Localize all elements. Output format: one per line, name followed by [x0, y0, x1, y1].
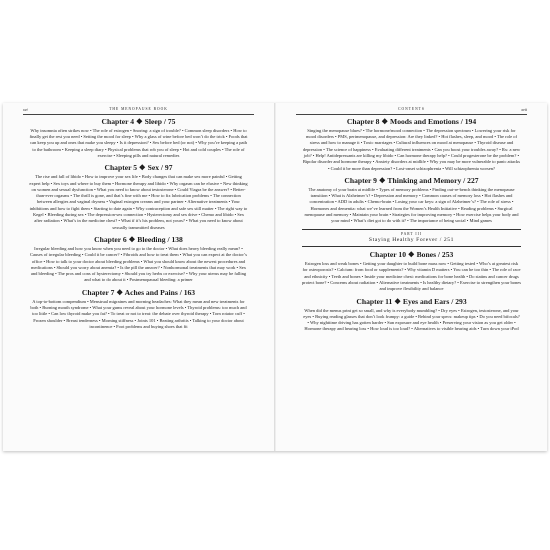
- left-page-number: xvi: [23, 107, 28, 112]
- chapter-topics: Irregular bleeding and how you know when you need to go to the doctor • What does heavy bleeding really mean? • Causes of irregular bleeding • Could it be cancer? • Fibroids and how to treat them • What you can expect at the doctor’s office • How to talk to your doctor about bleeding problems • What you should know about the newest procedures and medications • Should you worry about anemia? • Is the pill the answer? • Nonhormonal treatments that may work • Sex and bleeding • The pros and cons of hysterectomy • Should you try herbs or exercise? • Why your uterus may be falling and what to do about it • Postmenopausal bleeding: a primer: [29, 245, 248, 283]
- left-column: [29, 117, 248, 334]
- header-rule: [296, 114, 527, 115]
- chapter-topics: Estrogen loss and weak bones • Getting your daughter to build bone mass now • Getting tested • Who’s at greatest risk for osteoporosis? • Calcium: from food or supplements? • Why vitamin D matters • You can be too thin • The role of race and ethnicity • Teeth and bones • Inside your medicine chest: medications for bone health • Do statins and cancer drugs protect bone? • Concerns about radiation • Alternative treatments • Is healthy dietary? • Exercise to strengthen your bones and improve flexibility and balance: [302, 261, 521, 292]
- chapter-entry: [302, 176, 521, 225]
- chapter-heading: Chapter 8 ❖ Moods and Emotions / 194: [346, 117, 477, 126]
- chapter-heading: Chapter 11 ❖ Eyes and Ears / 293: [356, 296, 467, 306]
- chapter-heading: Chapter 4 ❖ Sleep / 75: [101, 117, 176, 126]
- chapter-entry: [302, 250, 521, 292]
- chapter-topics: A top-to-bottom compendium • Menstrual migraines and morning headaches: What they mean and new treatments for both • Burning mouth syndrome • What your gums reveal about your hormone levels • Thyroid problems: too much and too little • Can low thyroid make you fat? • To treat or not to treat: the debate over thyroid therapy • Torn rotator cuff • Frozen shoulder • Breast tenderness • Morning stiffness • Joints 101 • Beating arthritis • Talking to your doctor about incontinence • Foot problems and buying shoes that fit: [30, 298, 247, 329]
- chapter-heading: Chapter 10 ❖ Bones / 253: [369, 250, 454, 260]
- part-rule-bottom: [302, 246, 521, 247]
- chapter-topics: When did the menus print get so small, and why is everybody mumbling? • Dry eyes • Estrogen, testosterone, and your eyes • Buying reading glasses that don’t look frumpy: a guide • Behind your specs: makeup tips • Do you need bifocals? • Why nighttime driving has gotten harder • Sun exposure and eye health • Preserving your vision as you get older • Hormone therapy and hearing loss • How loud is too loud? • Alternatives to visible hearing aids • Turn down your iPod: [303, 307, 520, 332]
- left-page: [3, 103, 274, 451]
- part-divider: [302, 229, 521, 247]
- chapter-heading: Chapter 7 ❖ Aches and Pains / 163: [81, 287, 196, 297]
- book-spread: [3, 103, 547, 451]
- header-rule: [23, 114, 254, 115]
- chapter-topics: Singing the menopause blues? • The hormone/mood connection • The depression spectrum • Lowering your risk for mood disorders • PMS, perimenopause, and depression: Are they linked? • Hot flashes, sleep, and mood • The role of stress and how to manage it • Toxic marriages • Cultural influences on mood at menopause • Thyroid disease and depression • The science of happiness • Evaluating different treatments • Can you boost your troubles away? • Rx: a new job? • Help! Antidepressants are killing my libido • Can hormone therapy help? • Could progesterone be the problem? • Bipolar disorder and hormone therapy • Anxiety disorders at midlife • Why you may be more vulnerable to panic attacks • Could it be more than depression? • Lost-onset schizophrenia • Will schizophrenia worsen?: [302, 127, 521, 171]
- chapter-entry: [29, 288, 248, 330]
- chapter-entry: [29, 163, 248, 230]
- chapter-heading: Chapter 5 ❖ Sex / 97: [104, 163, 173, 173]
- right-page-number: xvii: [521, 107, 527, 112]
- chapter-entry: [302, 297, 521, 333]
- chapter-entry: [302, 117, 521, 172]
- chapter-entry: [29, 117, 248, 159]
- left-running-head: [23, 107, 254, 115]
- chapter-topics: The anatomy of your brain at midlife • Types of memory problems • Finding out-re-bench thinking the menopause transition • What is Alzheimer’s? • Depression and memory • Common causes of memory loss • Hot flashes and concentration • ADD in adults • Chemo-brain • Losing your car keys: a sign of Alzheimer’s? • The role of stress • Hormones and dementia: what we’ve learned from the Women’s Health Initiative • Reading problems • Surgical menopause and memory • Maintain your brain • Strategies for improving memory • How exercise helps your body and your mind • What’s diet got to do with it? • The importance of being social • Mind games: [304, 186, 519, 224]
- right-running-title: CONTENTS: [398, 107, 425, 111]
- right-running-head: [296, 107, 527, 115]
- chapter-heading: Chapter 9 ❖ Thinking and Memory / 227: [344, 176, 479, 186]
- chapter-topics: The rise and fall of libido • How to improve your sex life • Body changes that can make sex more painful • Getting expert help • Sex toys and where to buy them • Hormone therapy and libido • Why orgasm can be elusive • New thinking on women and sexual dysfunction • What you need to know about testosterone • Could Viagra be the answer? • Better-than-ever orgasms • The thrill is gone, and that’s fine with me • How to fix lubrication problems • The connection between allergies and vaginal dryness • Vaginal estrogen creams and your partner • Alternative treatments • Your inhibitions and how to fight them • Starting to date again • Why contraception and safe sex still matter • The right way to Kegel • Bleeding during sex • The depression-sex connection • Hysterectomy and sex drive • Chemo and libido • Sex after radiation • What’s in the medicine chest? • What if it’s his problem, not yours? • What you need to know about sexually transmitted diseases: [29, 174, 248, 230]
- chapter-heading: Chapter 6 ❖ Bleeding / 138: [94, 235, 183, 245]
- right-column: [302, 117, 521, 337]
- chapter-entry: [29, 235, 248, 284]
- part-label: PART III: [400, 231, 423, 236]
- left-running-title: THE MENOPAUSE BOOK: [109, 107, 168, 111]
- part-rule-top: [302, 229, 521, 230]
- right-page: [276, 103, 547, 451]
- part-title: Staying Healthy Forever / 251: [368, 236, 455, 243]
- chapter-topics: Why insomnia often strikes now • The role of estrogen • Snoring: a sign of trouble? • Common sleep disorders • How to finally get the rest you need • Setting the mood for sleep • Why a glass of wine before bed won’t do the trick • Foods that can keep you up and ones that make you sleepy • Is it depression? • Sex before bed (or not) • Why you’re keeping a path to the bathroom • Keeping a sleep diary • Physical problems that rob you of sleep • Hot and cold couples • The role of exercise • Sleeping pills and natural remedies: [29, 127, 248, 158]
